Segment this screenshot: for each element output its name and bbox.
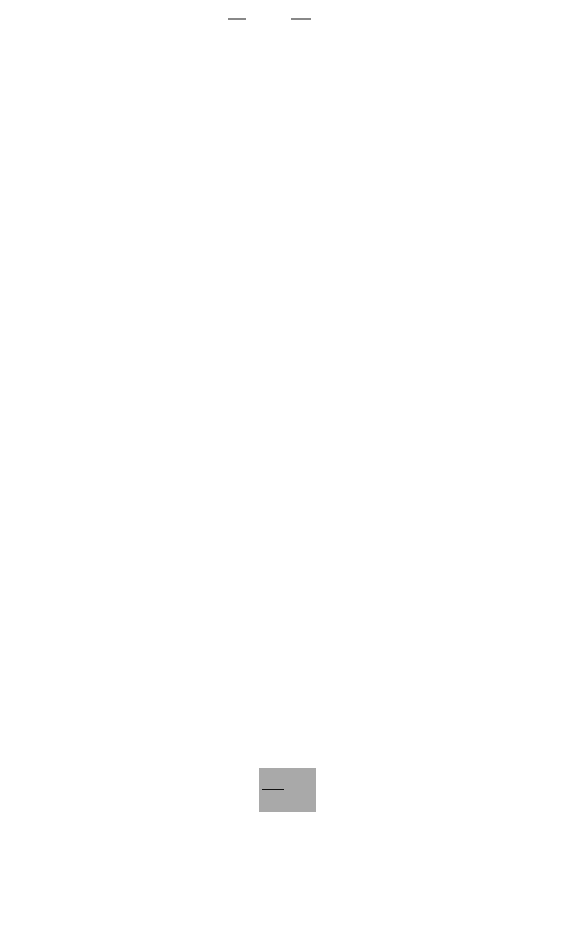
formula-box-bar — [262, 789, 284, 790]
complexdoc-logo-icon — [10, 889, 46, 925]
footer — [0, 885, 576, 932]
formula-box — [259, 768, 316, 812]
